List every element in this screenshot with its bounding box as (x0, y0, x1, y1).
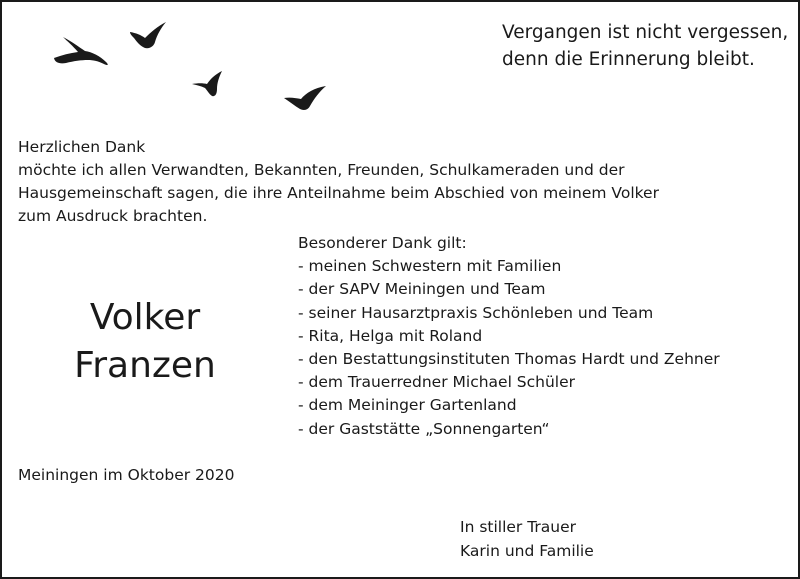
thanks-paragraph (18, 136, 659, 228)
flying-birds-icon (48, 18, 338, 118)
special-thanks-list (298, 232, 720, 441)
list-item: - dem Meininger Gartenland (298, 396, 517, 415)
special-thanks-heading: Besonderer Dank gilt: (298, 234, 467, 252)
quote-line: Vergangen ist nicht vergessen, (502, 22, 789, 43)
last-name: Franzen (74, 345, 216, 386)
list-item: - Rita, Helga mit Roland (298, 326, 483, 345)
signature-block (460, 516, 594, 563)
signature-line: Karin und Familie (460, 541, 594, 560)
quote-line: denn die Erinnerung bleibt. (502, 49, 755, 70)
list-item: - meinen Schwestern mit Familien (298, 257, 562, 276)
bird-icon (54, 37, 108, 65)
signature-line: In stiller Trauer (460, 518, 577, 536)
thanks-line: Hausgemeinschaft sagen, die ihre Anteilnahme beim Abschied von meinem Volker (18, 184, 659, 202)
bird-icon (192, 71, 222, 96)
list-item: - dem Trauerredner Michael Schüler (298, 373, 576, 392)
thanks-heading: Herzlichen Dank (18, 138, 146, 156)
list-item: - den Bestattungsinstituten Thomas Hardt und Zehner (298, 350, 720, 369)
list-item: - der SAPV Meiningen und Team (298, 280, 546, 299)
list-item: - der Gaststätte „Sonnengarten“ (298, 419, 550, 438)
bird-icon (284, 86, 326, 110)
first-name: Volker (89, 297, 201, 338)
place-date: Meiningen im Oktober 2020 (18, 466, 235, 484)
thanks-line: zum Ausdruck brachten. (18, 207, 208, 225)
deceased-name (0, 294, 290, 390)
memorial-quote (502, 19, 788, 73)
thanks-line: möchte ich allen Verwandten, Bekannten, Freunden, Schulkameraden und der (18, 161, 625, 179)
bird-icon (130, 22, 166, 48)
list-item: - seiner Hausarztpraxis Schönleben und Team (298, 303, 654, 322)
